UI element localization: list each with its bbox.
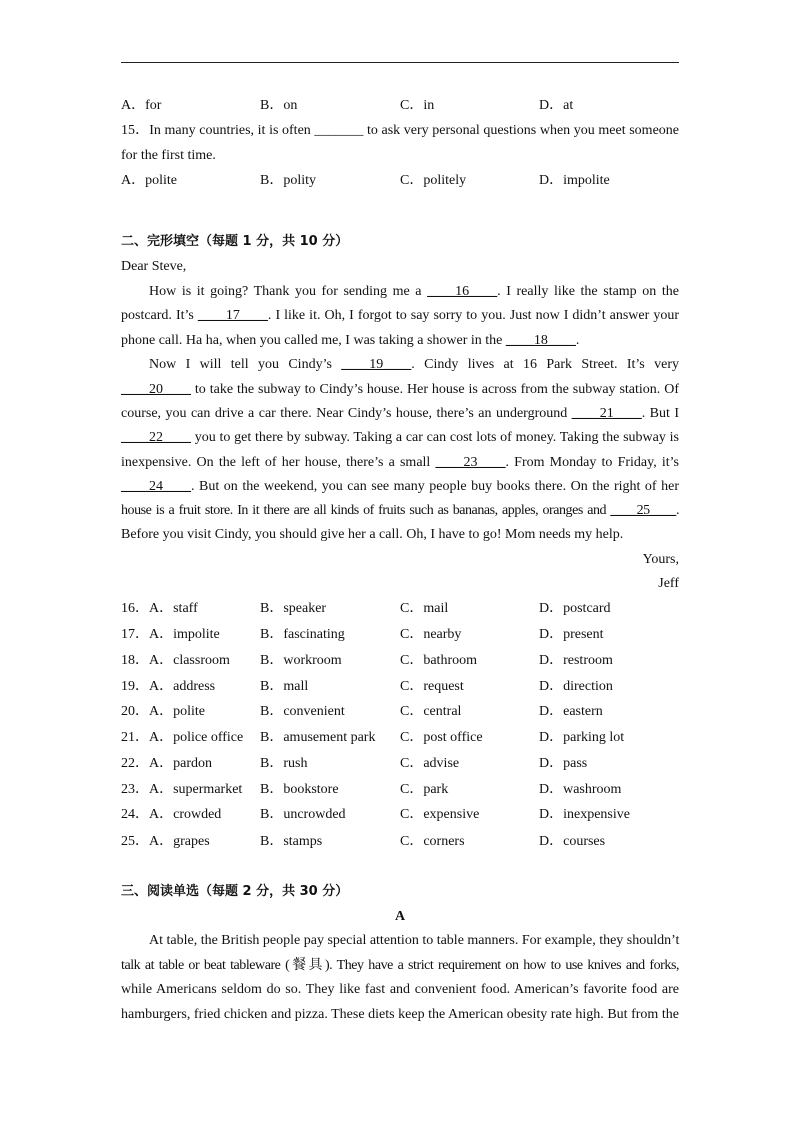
blank-22: ____22____ <box>121 430 191 445</box>
option-a: 19．A．address <box>121 679 216 694</box>
option-b: B．convenient <box>260 704 345 719</box>
letter-p2-line8: Before you visit Cindy, you should give her a call. Oh, I have to go! Mom needs my help. <box>121 527 624 542</box>
option-b: B．workroom <box>260 653 342 668</box>
letter-p1-line2 <box>121 306 679 326</box>
passage-line3: while Americans seldom do so. They like fast and convenient food. American’s favorite food are <box>121 982 679 997</box>
text: . I really like the stamp on the <box>497 284 679 299</box>
cloze-question-row <box>121 651 681 671</box>
text: . I like it. Oh, I forgot to say sorry to you. Just now I didn’t answer your <box>267 308 679 323</box>
cloze-question-row <box>121 832 681 852</box>
option-c: C．central <box>400 704 462 719</box>
letter-p2-line7 <box>121 501 679 521</box>
option-b: B．uncrowded <box>260 807 346 822</box>
text: Now I will tell you Cindy’s <box>149 357 342 372</box>
text: course, you can drive a car there. Near Cindy’s house, there’s an underground <box>121 406 572 421</box>
cloze-question-row <box>121 780 681 800</box>
text: phone call. Ha ha, when you called me, I was taking a shower in the <box>121 333 506 348</box>
cloze-question-row <box>121 599 681 619</box>
option-d: D．courses <box>539 834 606 849</box>
letter-p2-line2 <box>121 380 679 400</box>
q15-option-a: A．polite <box>121 173 177 188</box>
cloze-question-row <box>121 625 681 645</box>
blank-16: ____16____ <box>427 284 498 299</box>
text: . <box>575 333 580 348</box>
option-a: 20．A．polite <box>121 704 205 719</box>
letter-p1-line1 <box>121 282 679 302</box>
option-d: D．restroom <box>539 653 613 668</box>
option-d: D．postcard <box>539 601 611 616</box>
blank-18: ____18____ <box>505 333 576 348</box>
blank-19: ____19____ <box>341 357 412 372</box>
letter-p2-line5 <box>121 453 679 473</box>
option-c: C．corners <box>400 834 465 849</box>
section2-heading: 二、完形填空（每题 1 分，共 10 分） <box>121 234 349 249</box>
q14-option-b: B．on <box>260 98 298 113</box>
option-c: C．bathroom <box>400 653 477 668</box>
text: . From Monday to Friday, it’s <box>505 455 679 470</box>
cloze-question-row <box>121 754 681 774</box>
header-rule <box>121 62 679 63</box>
option-d: D．direction <box>539 679 613 694</box>
letter-greeting: Dear Steve, <box>121 259 187 274</box>
option-b: B．bookstore <box>260 782 339 797</box>
letter-p2-line4 <box>121 428 679 448</box>
cloze-question-row <box>121 702 681 722</box>
option-a: 23．A．supermarket <box>121 782 243 797</box>
text: house is a fruit store. In it there are all kinds of fruits such as bananas, apples, oranges and <box>121 503 611 518</box>
option-a: 16．A．staff <box>121 601 198 616</box>
blank-25: ____25____ <box>610 503 676 518</box>
cloze-question-row <box>121 728 681 748</box>
q14-option-c: C．in <box>400 98 435 113</box>
q15-option-d: D．impolite <box>539 173 610 188</box>
option-b: B．amusement park <box>260 730 376 745</box>
option-c: C．park <box>400 782 449 797</box>
text: you to get there by subway. Taking a car can cost lots of money. Taking the subway is <box>191 430 679 445</box>
option-b: B．fascinating <box>260 627 345 642</box>
option-d: D．parking lot <box>539 730 625 745</box>
option-a: 17．A．impolite <box>121 627 220 642</box>
option-a: 22．A．pardon <box>121 756 212 771</box>
option-a: 18．A．classroom <box>121 653 230 668</box>
option-b: B．rush <box>260 756 308 771</box>
text: inexpensive. On the left of her house, there’s a small <box>121 455 436 470</box>
option-b: B．mall <box>260 679 309 694</box>
option-d: D．present <box>539 627 604 642</box>
blank-20: ____20____ <box>121 382 191 397</box>
option-d: D．pass <box>539 756 588 771</box>
cloze-question-row <box>121 677 681 697</box>
letter-p2-line1 <box>121 355 679 375</box>
option-c: C．mail <box>400 601 449 616</box>
q15-option-c: C．politely <box>400 173 467 188</box>
option-c: C．post office <box>400 730 483 745</box>
option-c: C．advise <box>400 756 460 771</box>
q14-option-a: A．for <box>121 98 162 113</box>
blank-24: ____24____ <box>121 479 191 494</box>
q15-stem-line1: 15．In many countries, it is often _______ to ask very personal questions when you meet someone <box>121 123 679 138</box>
option-c: C．expensive <box>400 807 480 822</box>
option-a: 24．A．crowded <box>121 807 222 822</box>
q14-options <box>121 96 681 116</box>
letter-closing: Yours, <box>642 552 679 567</box>
option-b: B．stamps <box>260 834 323 849</box>
option-a: 25．A．grapes <box>121 834 210 849</box>
q15-stem-line2: for the first time. <box>121 148 216 163</box>
option-b: B．speaker <box>260 601 327 616</box>
letter-signature: Jeff <box>658 576 679 591</box>
q14-option-d: D．at <box>539 98 574 113</box>
passage-label: A <box>394 909 406 924</box>
cloze-question-row <box>121 805 681 825</box>
text: postcard. It’s <box>121 308 198 323</box>
text: . But I <box>641 406 680 421</box>
letter-p2-line3 <box>121 404 679 424</box>
option-c: C．request <box>400 679 464 694</box>
text: . Cindy lives at 16 Park Street. It’s very <box>411 357 679 372</box>
section3-heading: 三、阅读单选（每题 2 分，共 30 分） <box>121 884 349 899</box>
q15-option-b: B．polity <box>260 173 317 188</box>
option-d: D．inexpensive <box>539 807 630 822</box>
passage-line2: talk at table or beat tableware (餐具). They have a strict requirement on how to use knives and forks, <box>121 958 679 973</box>
passage-line4: hamburgers, fried chicken and pizza. These diets keep the American obesity rate high. But from the <box>121 1007 679 1022</box>
option-a: 21．A．police office <box>121 730 244 745</box>
blank-23: ____23____ <box>435 455 506 470</box>
blank-21: ____21____ <box>571 406 642 421</box>
option-d: D．eastern <box>539 704 603 719</box>
q15-options <box>121 171 681 191</box>
passage-line1: At table, the British people pay special attention to table manners. For example, they shouldn’t <box>149 933 680 948</box>
letter-p1-line3 <box>121 331 679 351</box>
option-d: D．washroom <box>539 782 622 797</box>
text: . But on the weekend, you can see many people buy books there. On the right of her <box>191 479 679 494</box>
text: to take the subway to Cindy’s house. Her house is across from the subway station. Of <box>191 382 679 397</box>
letter-p2-line6 <box>121 477 679 497</box>
blank-17: ____17____ <box>197 308 268 323</box>
text: . <box>675 503 679 518</box>
text: How is it going? Thank you for sending me a <box>149 284 428 299</box>
option-c: C．nearby <box>400 627 462 642</box>
